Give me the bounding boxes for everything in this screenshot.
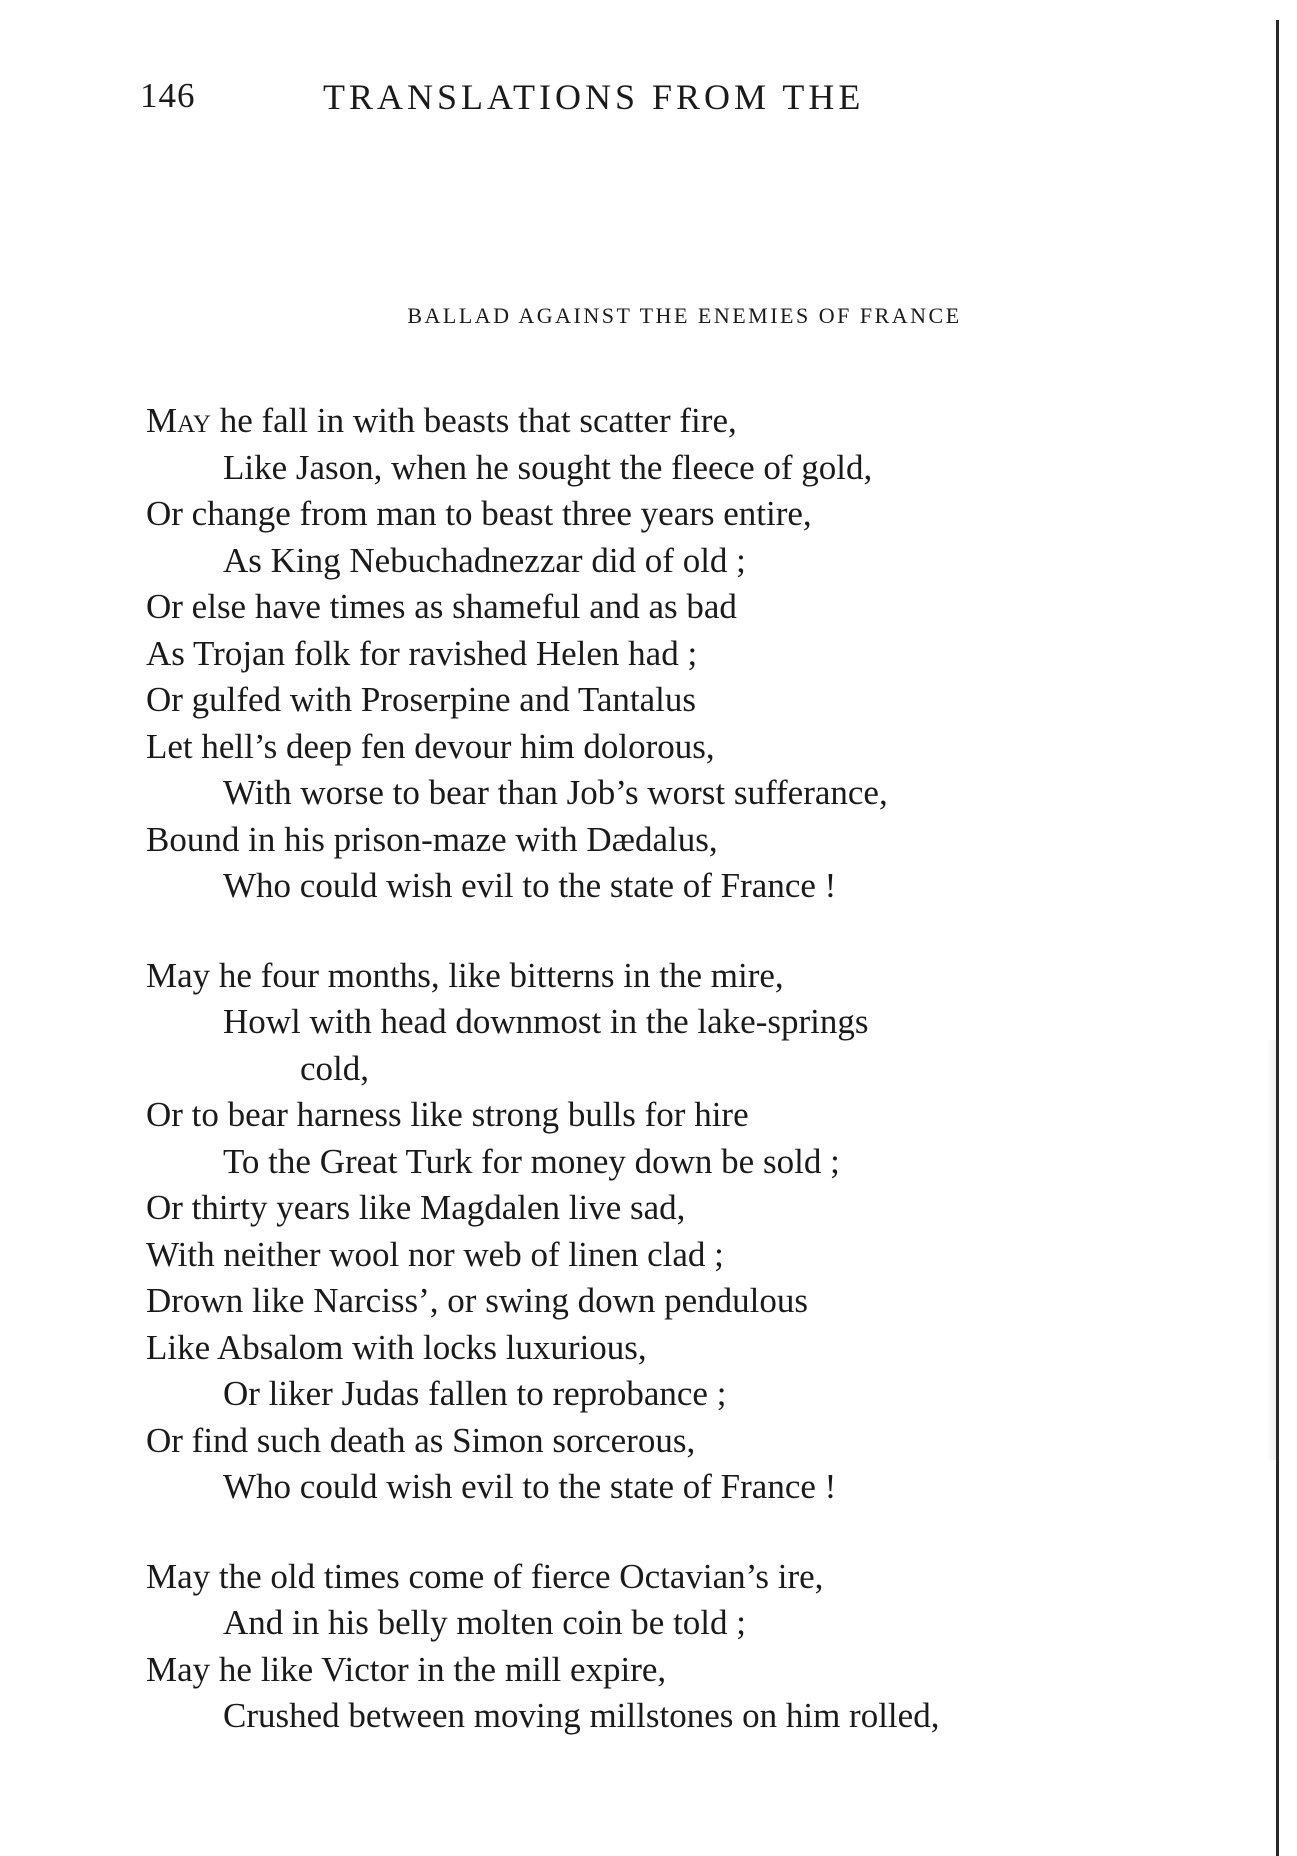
poem bbox=[146, 398, 1146, 1783]
stanza-2 bbox=[146, 953, 1146, 1511]
poem-line: And in his belly molten coin be told ; bbox=[223, 1603, 747, 1642]
poem-line-text: he fall in with beasts that scatter fire, bbox=[210, 401, 737, 440]
poem-line: Drown like Narciss’, or swing down pendulous bbox=[146, 1281, 808, 1320]
poem-line: Or else have times as shameful and as bad bbox=[146, 587, 737, 626]
stanza-initial-word: May bbox=[146, 401, 211, 440]
poem-line: May he four months, like bitterns in the mire, bbox=[146, 955, 784, 995]
poem-line: With worse to bear than Job’s worst sufferance, bbox=[223, 773, 888, 812]
stanza-3 bbox=[146, 1554, 1146, 1740]
poem-line: Bound in his prison-maze with Dædalus, bbox=[146, 819, 718, 859]
refrain-line: Who could wish evil to the state of France ! bbox=[223, 1467, 837, 1506]
page-number: 146 bbox=[140, 76, 196, 115]
poem-line: May the old times come of fierce Octavian’s ire, bbox=[146, 1556, 824, 1596]
poem-line: Like Absalom with locks luxurious, bbox=[146, 1327, 647, 1367]
page-edge-line bbox=[1276, 20, 1279, 1856]
ballad-title: BALLAD AGAINST THE ENEMIES OF FRANCE bbox=[407, 303, 962, 328]
poem-line: Crushed between moving millstones on him rolled, bbox=[223, 1696, 940, 1735]
poem-line-continuation: cold, bbox=[300, 1048, 370, 1088]
poem-line: As King Nebuchadnezzar did of old ; bbox=[223, 540, 746, 580]
poem-line: Or liker Judas fallen to reprobance ; bbox=[223, 1374, 727, 1413]
page-edge-shadow bbox=[1266, 1040, 1276, 1460]
poem-line: To the Great Turk for money down be sold ; bbox=[223, 1141, 840, 1181]
running-title: TRANSLATIONS FROM THE bbox=[323, 77, 865, 117]
poem-line: As Trojan folk for ravished Helen had ; bbox=[146, 633, 698, 673]
poem-line: May he like Victor in the mill expire, bbox=[146, 1649, 667, 1689]
poem-line: Like Jason, when he sought the fleece of gold, bbox=[223, 447, 873, 487]
poem-line: Or to bear harness like strong bulls for hire bbox=[146, 1095, 749, 1134]
stanza-1 bbox=[146, 398, 1146, 910]
poem-line: Or find such death as Simon sorcerous, bbox=[146, 1420, 696, 1460]
poem-line: Or gulfed with Proserpine and Tantalus bbox=[146, 680, 696, 719]
poem-line bbox=[146, 398, 1146, 445]
refrain-line: Who could wish evil to the state of France ! bbox=[223, 866, 837, 905]
poem-line: With neither wool nor web of linen clad ; bbox=[146, 1234, 724, 1274]
poem-line: Howl with head downmost in the lake-springs bbox=[223, 1002, 869, 1041]
running-head bbox=[0, 76, 1297, 126]
poem-line: Or change from man to beast three years entire, bbox=[146, 494, 812, 533]
poem-line: Let hell’s deep fen devour him dolorous, bbox=[146, 726, 715, 766]
poem-line: Or thirty years like Magdalen live sad, bbox=[146, 1188, 686, 1227]
